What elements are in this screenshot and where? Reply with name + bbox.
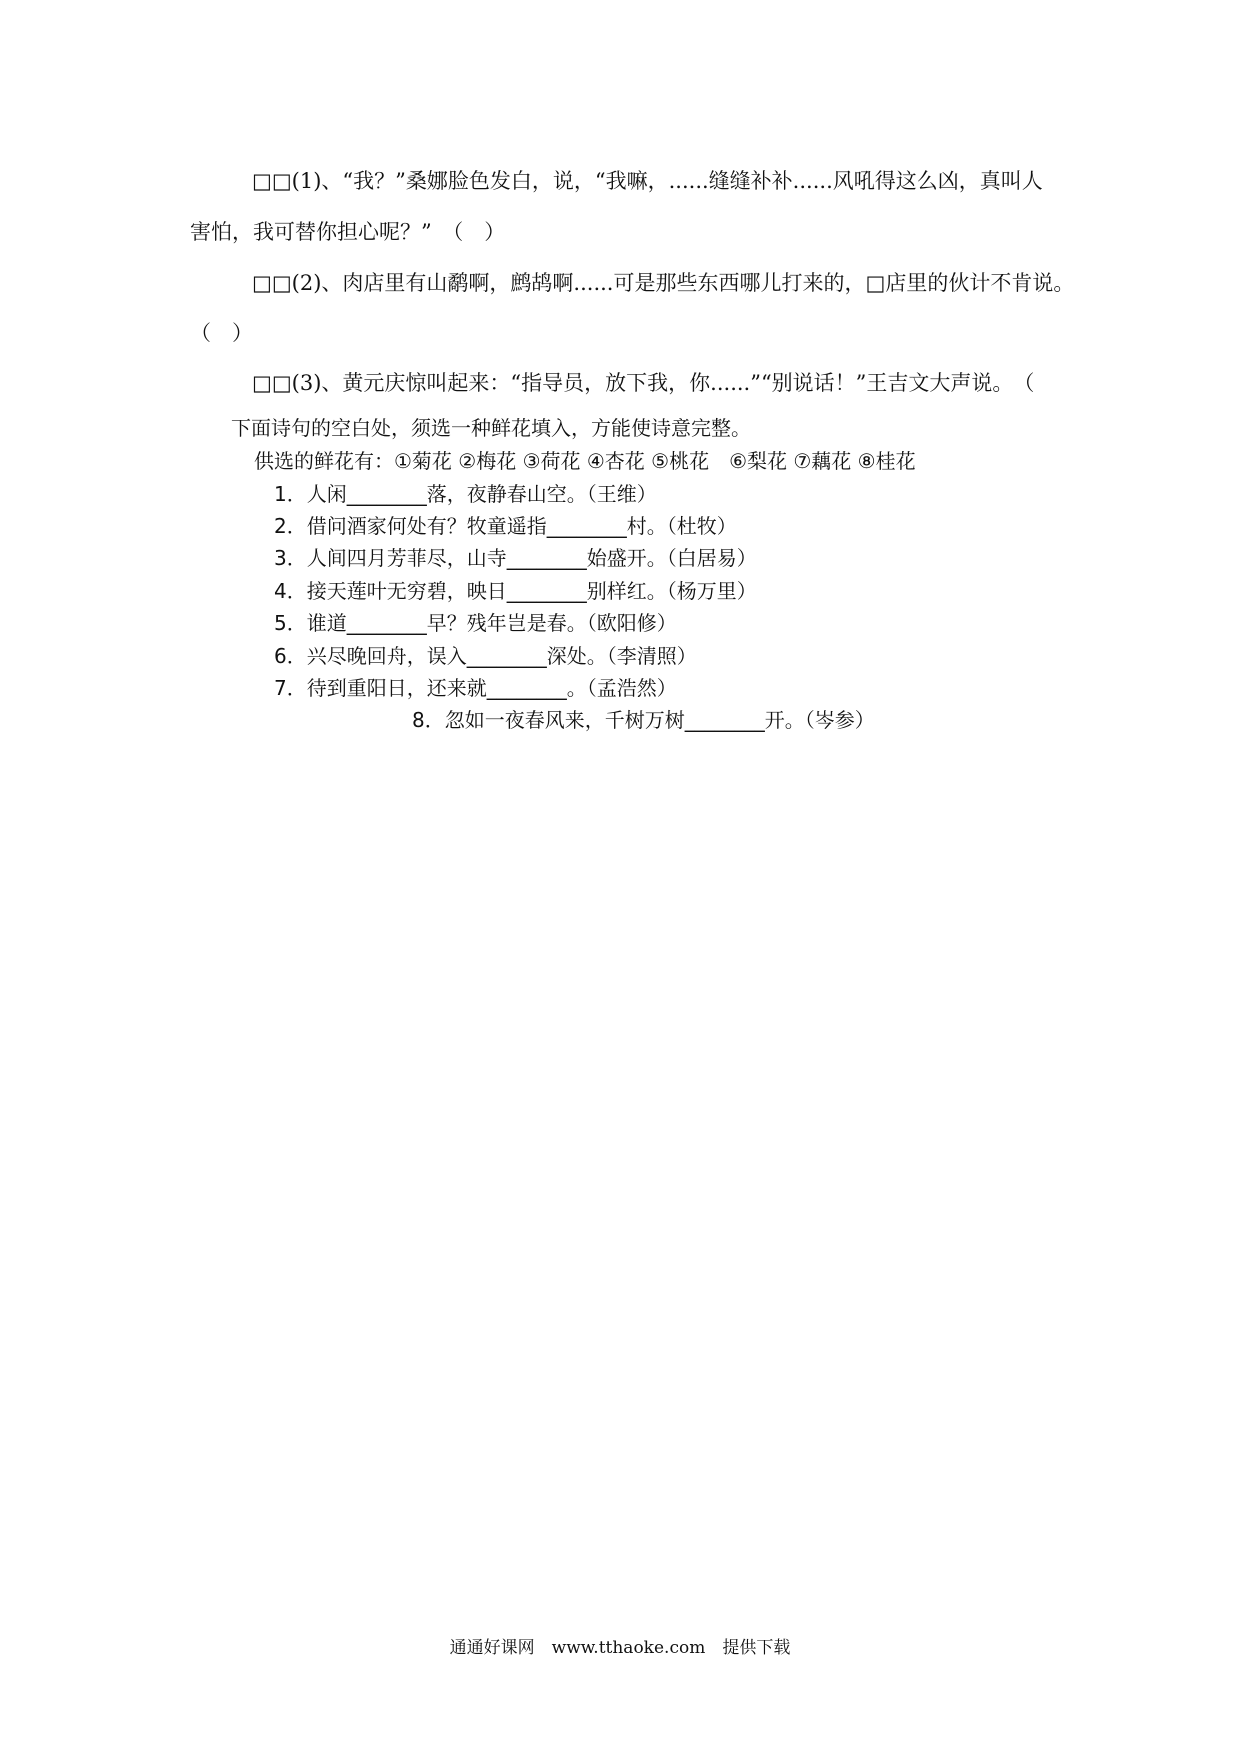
question-2-line-2: （ ） xyxy=(190,321,253,345)
poem-item-7: 7．待到重阳日，还来就________。（孟浩然） xyxy=(274,676,677,700)
poem-item-1: 1．人闲________落，夜静春山空。（王维） xyxy=(274,482,657,506)
question-1-line-1: □□(1)、“我？”桑娜脸色发白，说，“我嘛，......缝缝补补......风吼得这么凶，真叫人 xyxy=(252,169,1043,193)
poem-item-2: 2．借问酒家何处有？牧童遥指________村。（杜牧） xyxy=(274,514,737,538)
page-footer: 通通好课网 www.tthaoke.com 提供下载 xyxy=(449,1638,791,1658)
question-2-line-1: □□(2)、肉店里有山鹬啊，鹧鸪啊......可是那些东西哪儿打来的，□店里的伙计不肯说。 xyxy=(252,271,1075,295)
poem-item-5: 5．谁道________早？残年岂是春。（欧阳修） xyxy=(274,611,677,635)
poem-item-4: 4．接天莲叶无穷碧，映日________别样红。（杨万里） xyxy=(274,579,757,603)
poem-instruction: 下面诗句的空白处，须选一种鲜花填入，方能使诗意完整。 xyxy=(231,416,751,440)
poem-item-8: 8．忽如一夜春风来，千树万树________开。（岑参） xyxy=(412,708,875,732)
poem-item-6: 6．兴尽晚回舟，误入________深处。（李清照） xyxy=(274,644,697,668)
question-3-line-1: □□(3)、黄元庆惊叫起来：“指导员，放下我，你......”“别说话！”王吉文大声说。 （ xyxy=(252,371,1035,395)
poem-item-3: 3．人间四月芳菲尽，山寺________始盛开。（白居易） xyxy=(274,546,757,570)
flower-options: 供选的鲜花有：①菊花 ②梅花 ③荷花 ④杏花 ⑤桃花 ⑥梨花 ⑦藕花 ⑧桂花 xyxy=(254,449,916,473)
question-1-line-2: 害怕，我可替你担心呢？” （ ） xyxy=(190,220,506,244)
